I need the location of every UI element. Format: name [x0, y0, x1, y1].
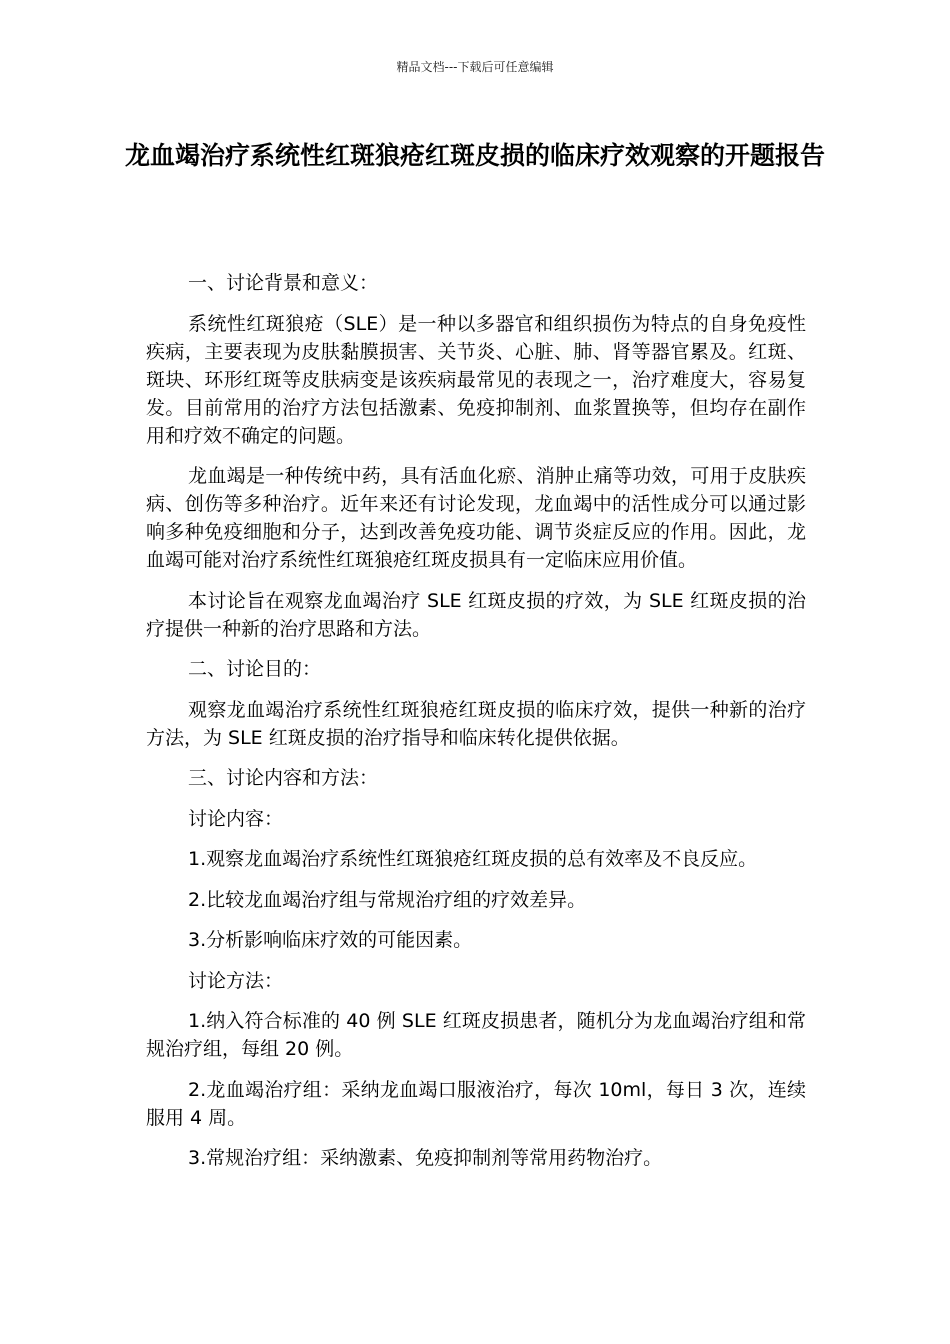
- content-item-3: 3.分析影响临床疗效的可能因素。: [188, 929, 473, 951]
- paragraph-study-aim: 本讨论旨在观察龙血竭治疗 SLE 红斑皮损的疗效，为 SLE 红斑皮损的治疗提供一种新的治疗思路和方法。: [146, 589, 806, 640]
- document-body: [146, 269, 806, 1185]
- subheading-content: 讨论内容：: [188, 807, 284, 830]
- header-note: 精品文档---下载后可任意编辑: [396, 60, 554, 74]
- section-heading-content-methods: 三、讨论内容和方法：: [188, 767, 379, 789]
- method-item-1: 1.纳入符合标准的 40 例 SLE 红斑皮损患者，随机分为龙血竭治疗组和常规治疗组，每组 20 例。: [146, 1010, 806, 1060]
- paragraph-purpose: 观察龙血竭治疗系统性红斑狼疮红斑皮损的临床疗效，提供一种新的治疗方法，为 SLE 红斑皮损的治疗指导和临床转化提供依据。: [146, 698, 806, 749]
- content-item-1: 1.观察龙血竭治疗系统性红斑狼疮红斑皮损的总有效率及不良反应。: [188, 848, 758, 870]
- paragraph-dragon-blood: 龙血竭是一种传统中药，具有活血化瘀、消肿止痛等功效，可用于皮肤疾病、创伤等多种治疗。近年来还有讨论发现，龙血竭中的活性成分可以通过影响多种免疫细胞和分子，达到改善免疫功能、调节炎症反应的作用。因此，龙血竭可能对治疗系统性红斑狼疮红斑皮损具有一定临床应用价值。: [146, 465, 806, 571]
- subheading-methods: 讨论方法：: [188, 969, 284, 992]
- content-item-2: 2.比较龙血竭治疗组与常规治疗组的疗效差异。: [188, 888, 587, 911]
- paragraph-sle-intro: 系统性红斑狼疮（SLE）是一种以多器官和组织损伤为特点的自身免疫性疾病，主要表现为皮肤黏膜损害、关节炎、心脏、肺、肾等器官累及。红斑、斑块、环形红斑等皮肤病变是该疾病最常见的表现之一，治疗难度大，容易复发。目前常用的治疗方法包括激素、免疫抑制剂、血浆置换等，但均存在副作用和疗效不确定的问题。: [146, 312, 806, 447]
- document-title: 龙血竭治疗系统性红斑狼疮红斑皮损的临床疗效观察的开题报告: [124, 141, 825, 170]
- method-item-2: 2.龙血竭治疗组：采纳龙血竭口服液治疗，每次 10ml，每日 3 次，连续服用 4 周。: [146, 1078, 806, 1129]
- section-heading-purpose: 二、讨论目的：: [188, 658, 322, 680]
- method-item-3: 3.常规治疗组：采纳激素、免疫抑制剂等常用药物治疗。: [188, 1147, 663, 1169]
- section-heading-background: 一、讨论背景和意义：: [188, 272, 379, 294]
